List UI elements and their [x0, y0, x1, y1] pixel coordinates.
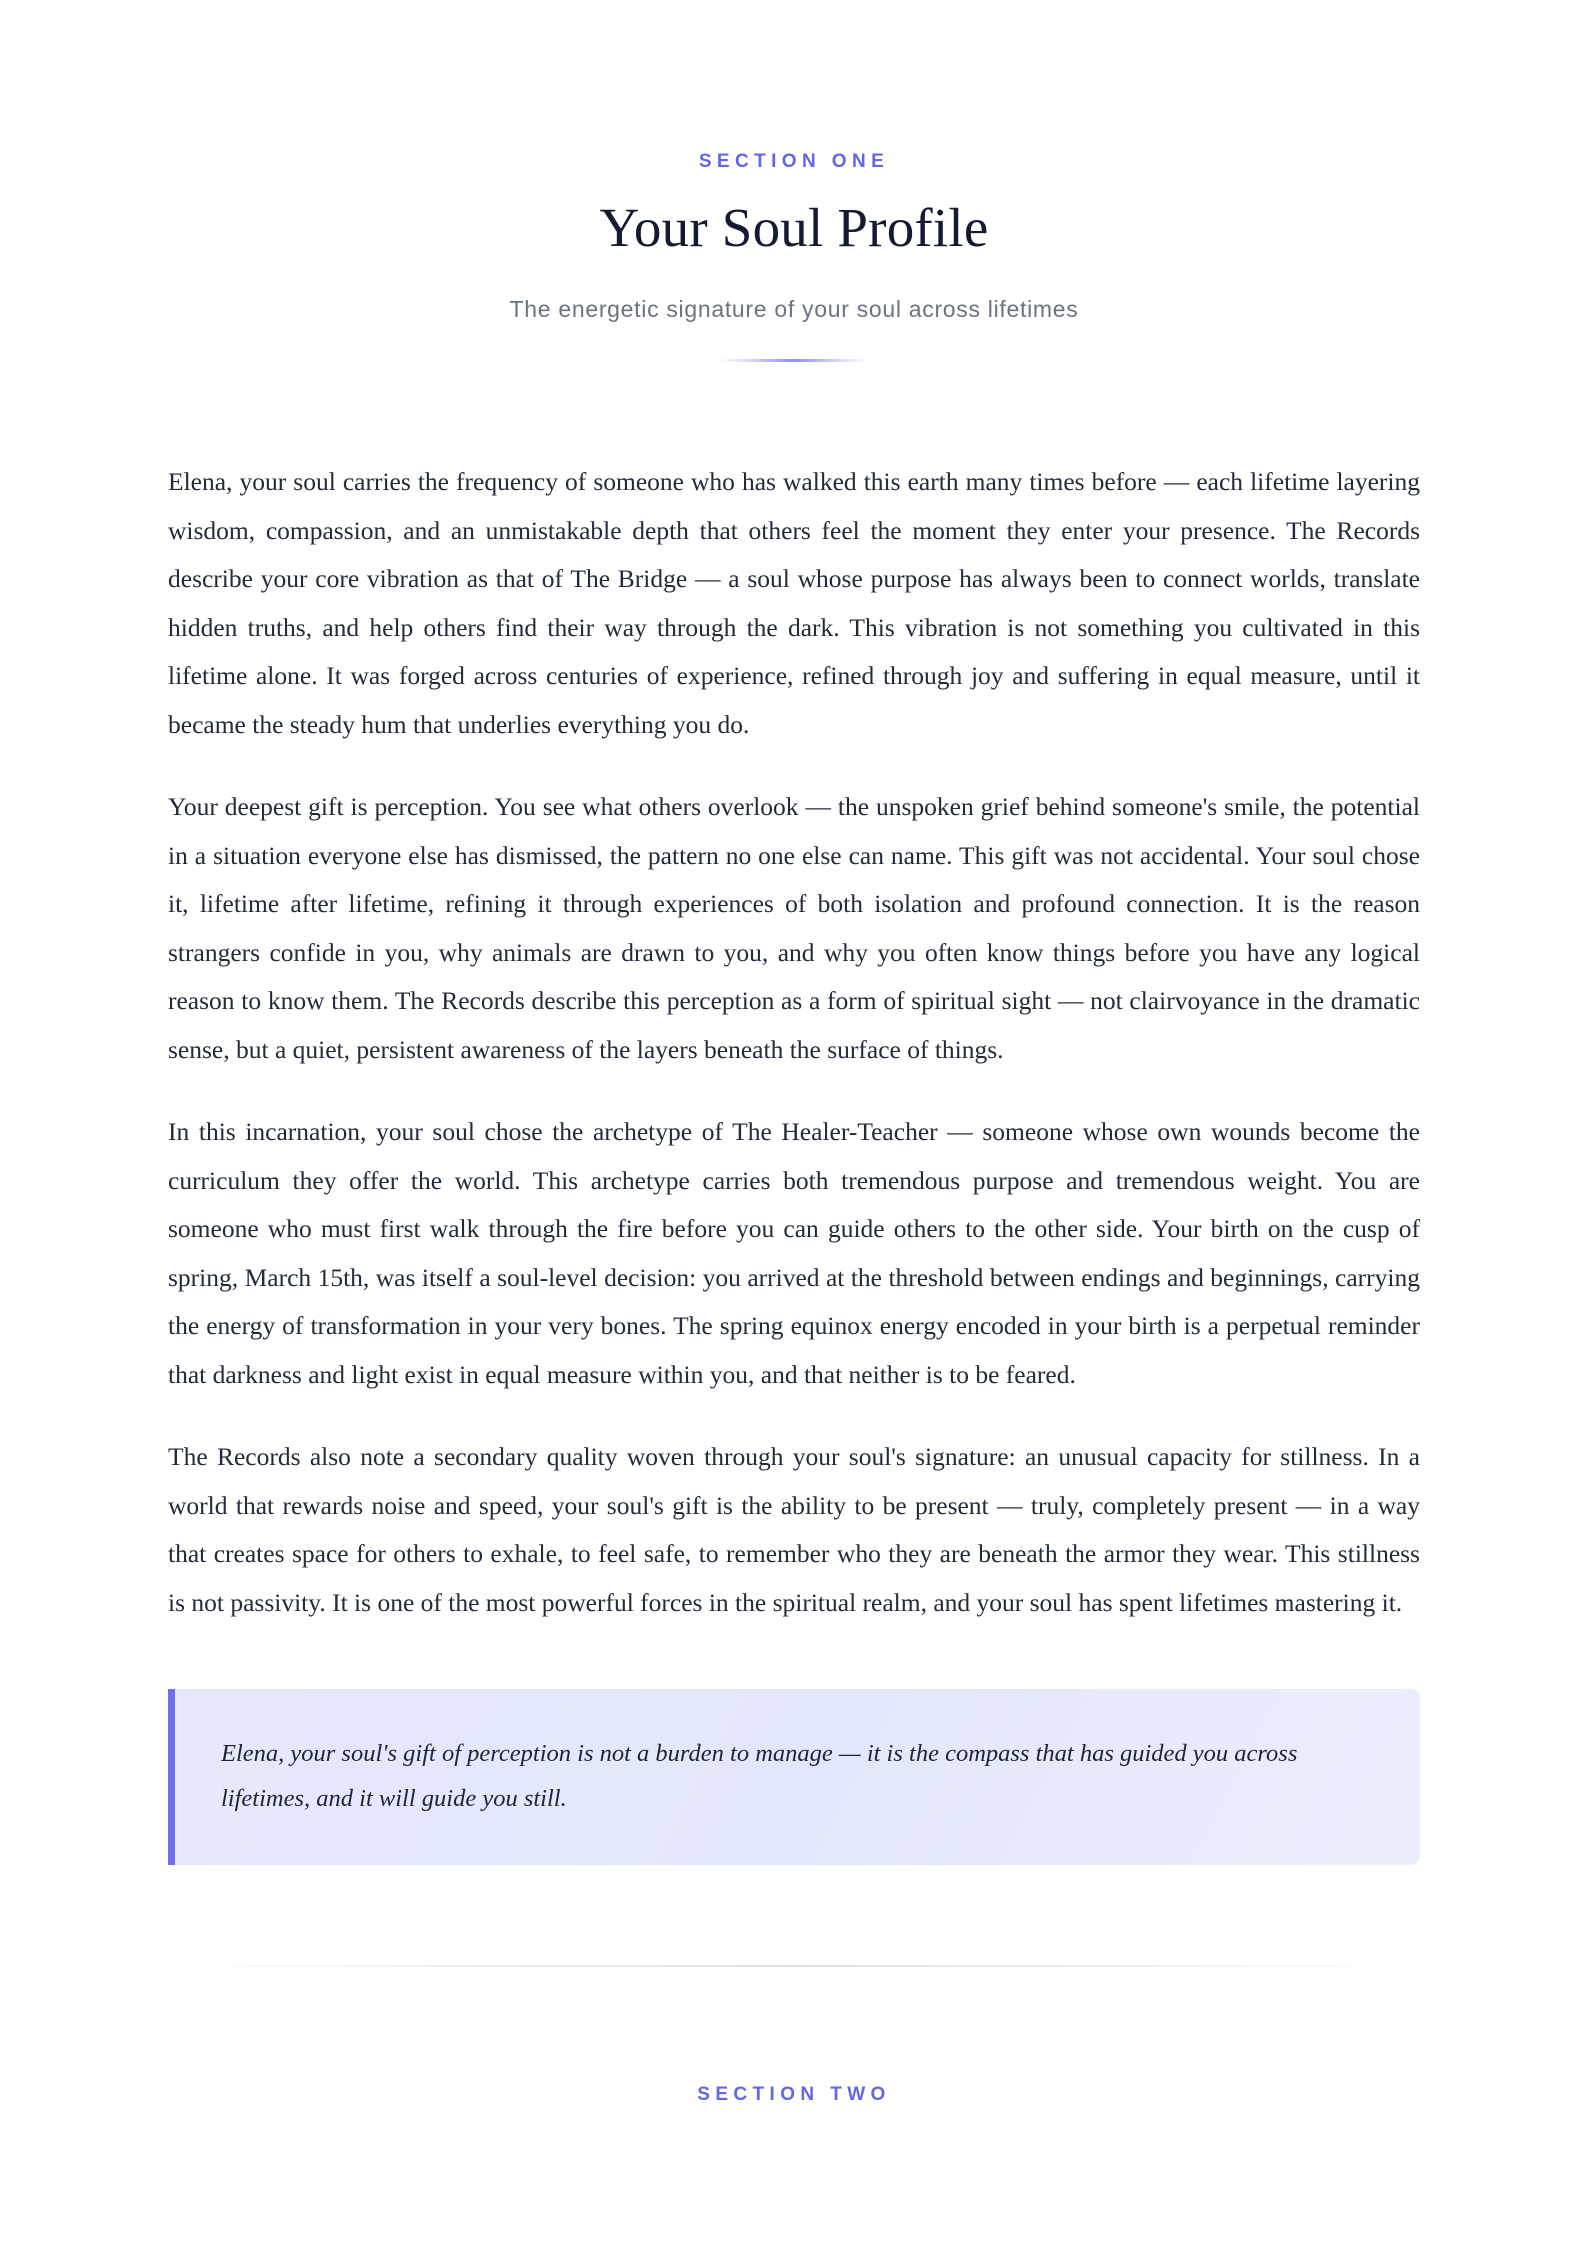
section-body: [168, 362, 1420, 1865]
next-section-header: [0, 1967, 1588, 2144]
body-paragraph: In this incarnation, your soul chose the archetype of The Healer-Teacher — someone whose own wounds become the curriculum they offer the world. This archetype carries both tremendous purpose and tremendous weight. You are someone who must first walk through the fire before you can guide others to the other side. Your birth on the cusp of spring, March 15th, was itself a soul-level decision: you arrived at the threshold between endings and beginnings, carrying the energy of transformation in your very bones. The spring equinox energy encoded in your birth is a perpetual reminder that darkness and light exist in equal measure within you, and that neither is to be feared.: [168, 1117, 1420, 1389]
section-eyebrow: SECTION ONE: [698, 151, 890, 172]
section-header: [0, 0, 1588, 362]
page-title: Your Soul Profile: [599, 197, 989, 258]
section-subtitle: The energetic signature of your soul across lifetimes: [509, 296, 1079, 323]
callout-box: [168, 1689, 1420, 1865]
body-paragraph: The Records also note a secondary quality woven through your soul's signature: an unusual capacity for stillness. In a world that rewards noise and speed, your soul's gift is the ability to be present — truly, completely present — in a way that creates space for others to exhale, to feel safe, to remember who they are beneath the armor they wear. This stillness is not passivity. It is one of the most powerful forces in the spiritual realm, and your soul has spent lifetimes mastering it.: [168, 1442, 1420, 1617]
next-section-eyebrow: SECTION TWO: [697, 2084, 891, 2106]
body-paragraph: Your deepest gift is perception. You see what others overlook — the unspoken grief behind someone's smile, the potential in a situation everyone else has dismissed, the pattern no one else can name. This gift was not accidental. Your soul chose it, lifetime after lifetime, refining it through experiences of both isolation and profound connection. It is the reason strangers confide in you, why animals are drawn to you, and why you often know things before you have any logical reason to know them. The Records describe this perception as a form of spiritual sight — not clairvoyance in the dramatic sense, but a quiet, persistent awareness of the layers beneath the surface of things.: [168, 792, 1420, 1064]
callout-text: Elena, your soul's gift of perception is not a burden to manage — it is the compass that has guided you across lifetimes, and it will guide you still.: [221, 1740, 1298, 1813]
body-paragraph: Elena, your soul carries the frequency of someone who has walked this earth many times before — each lifetime layering wisdom, compassion, and an unmistakable depth that others feel the moment they enter your presence. The Records describe your core vibration as that of The Bridge — a soul whose purpose has always been to connect worlds, translate hidden truths, and help others find their way through the dark. This vibration is not something you cultivated in this lifetime alone. It was forged across centuries of experience, refined through joy and suffering in equal measure, until it became the steady hum that underlies everything you do.: [168, 467, 1420, 739]
